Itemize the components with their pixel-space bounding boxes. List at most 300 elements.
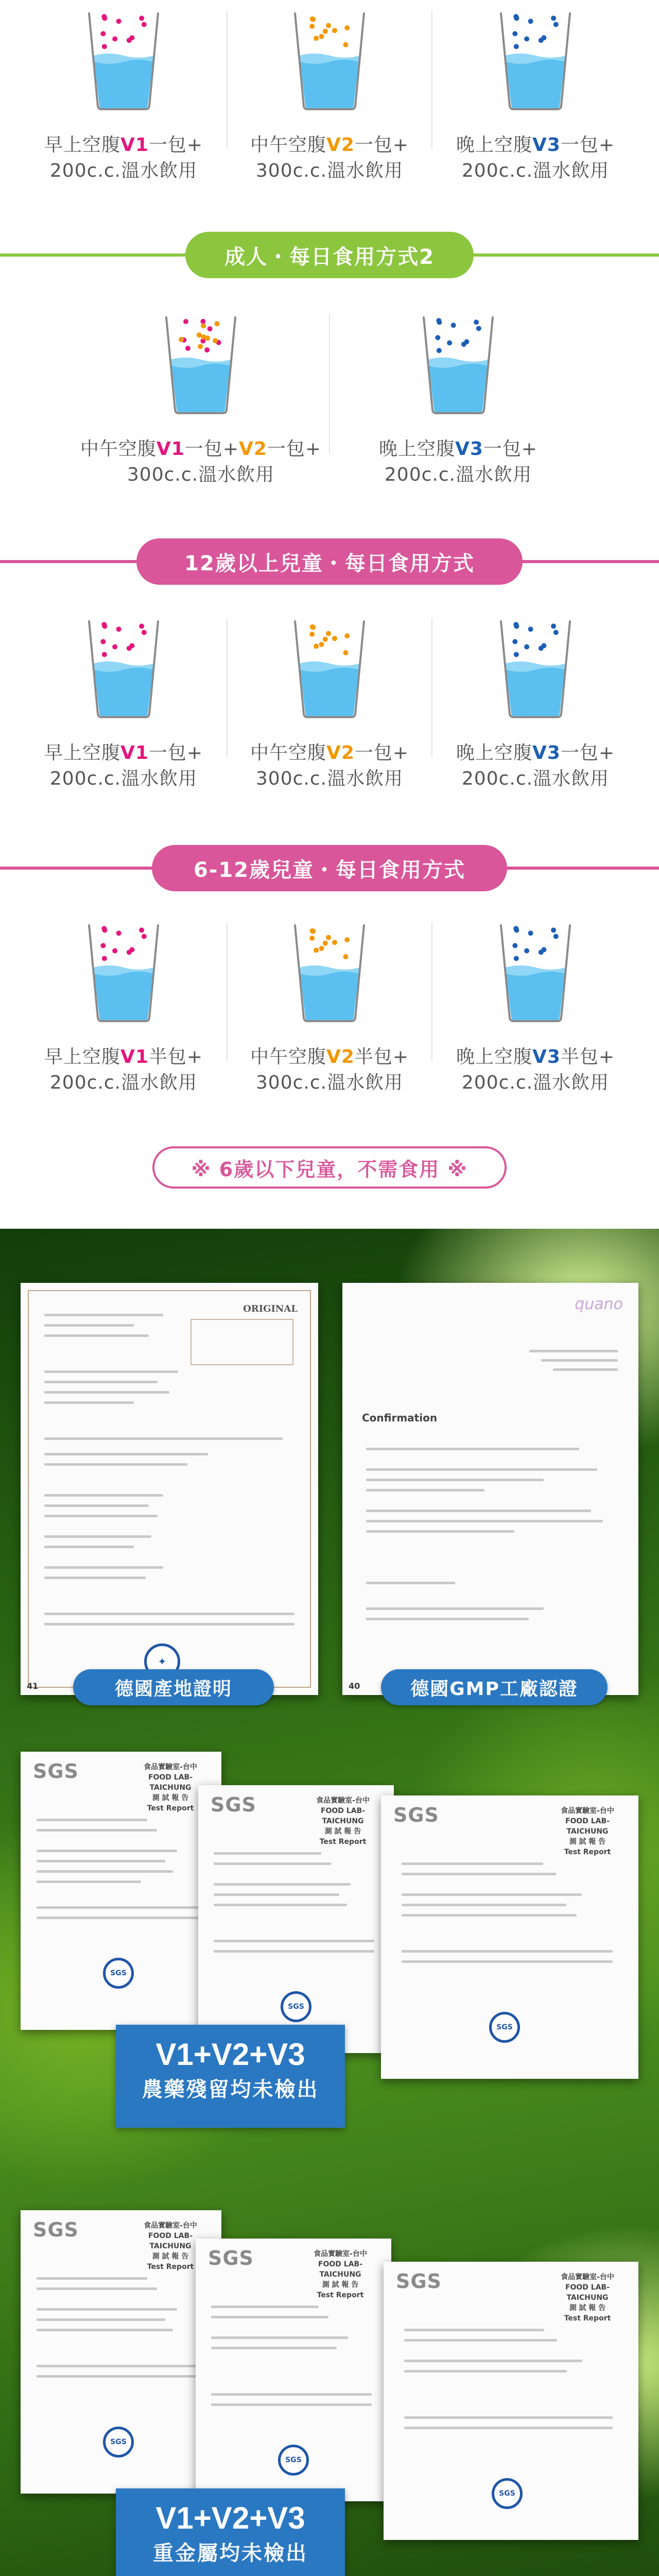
- doc-line: [37, 2318, 165, 2321]
- doc-line: [366, 1582, 455, 1584]
- report-title: 食品實驗室-台中 FOOD LAB-TAICHUNG 測 試 報 告 Test Report: [144, 2222, 197, 2271]
- usage-item-noon: [227, 0, 432, 184]
- doc-line: [37, 1850, 177, 1852]
- glass-pink-icon: [85, 10, 162, 111]
- doc-page-number: 41: [27, 1681, 39, 1691]
- powder-dot: [551, 623, 556, 629]
- powder-dot: [314, 36, 319, 41]
- powder-dot: [512, 639, 517, 644]
- caption-prefix: 早上空腹: [44, 1046, 120, 1067]
- doc-line: [44, 1370, 178, 1373]
- caption-code: V1: [120, 742, 149, 764]
- water-glass-svg: [497, 10, 574, 111]
- water-glass-svg: [291, 10, 368, 111]
- powder-dot: [102, 956, 107, 961]
- doc-line: [37, 2375, 201, 2378]
- doc-line: [44, 1314, 163, 1316]
- powder-dot: [116, 930, 122, 936]
- caption-water: 300c.c.溫水飲用: [255, 768, 404, 789]
- doc-line: [366, 1607, 544, 1610]
- powder-dot: [101, 14, 107, 19]
- doc-heading: Confirmation: [362, 1412, 438, 1424]
- powder-dot: [101, 622, 107, 627]
- origin-certificate-label: 德國產地證明: [73, 1669, 274, 1705]
- powder-dot: [309, 936, 315, 941]
- usage-item-morning: [21, 0, 227, 184]
- doc-badge: ORIGINAL: [243, 1303, 298, 1314]
- powder-dot: [183, 319, 188, 324]
- powder-dot: [112, 37, 117, 42]
- doc-line: [214, 1862, 331, 1865]
- caption-water: 200c.c.溫水飲用: [49, 768, 198, 789]
- caption-code: V1: [156, 438, 185, 460]
- powder-dot: [139, 623, 144, 629]
- doc-page-number: 40: [349, 1681, 360, 1691]
- usage-row-kids-12: [0, 608, 659, 792]
- water-glass-svg: [497, 618, 574, 719]
- doc-line: [44, 1577, 146, 1579]
- powder-dot: [204, 347, 210, 352]
- pesticide-result-box: [116, 2025, 345, 2128]
- caption-suffix: 一包+: [354, 134, 409, 156]
- powder-dot: [100, 31, 106, 36]
- doc-line: [214, 1950, 374, 1953]
- sgs-seal-icon: SGS: [281, 1991, 311, 2022]
- powder-dot: [343, 954, 348, 959]
- sgs-report-pesticide-1: [21, 1752, 221, 2030]
- powder-dot: [553, 934, 559, 939]
- water-glass-svg: [291, 922, 368, 1023]
- powder-dot: [514, 956, 519, 961]
- doc-line: [44, 1463, 187, 1466]
- doc-line: [37, 2277, 147, 2280]
- usage-item-noon: [227, 912, 432, 1096]
- sgs-report-metal-3: [384, 2262, 638, 2540]
- usage-caption: [456, 132, 615, 184]
- powder-dot: [553, 22, 559, 27]
- certificate-of-origin-image: [21, 1283, 318, 1695]
- powder-dot: [343, 42, 348, 47]
- doc-line: [214, 1852, 321, 1855]
- usage-item-night: [330, 304, 587, 488]
- doc-line: [404, 2339, 557, 2342]
- sgs-logo: SGS: [393, 1804, 439, 1826]
- powder-dot: [102, 652, 107, 657]
- powder-dot: [512, 943, 517, 948]
- report-title: 食品實驗室-台中 FOOD LAB-TAICHUNG 測 試 報 告 Test Report: [561, 1807, 614, 1856]
- usage-row-kids-6: [0, 912, 659, 1096]
- caption-prefix: 早上空腹: [44, 134, 120, 156]
- powder-dot: [309, 24, 315, 29]
- doc-line: [366, 1489, 484, 1492]
- sgs-seal-icon: SGS: [489, 2012, 520, 2043]
- column-divider: [431, 922, 432, 1061]
- caption-prefix: 中午空腹: [250, 134, 326, 156]
- powder-dot: [139, 927, 144, 933]
- caption-prefix: 晚上空腹: [456, 1046, 532, 1067]
- report-title: 食品實驗室-台中 FOOD LAB-TAICHUNG 測 試 報 告 Test Report: [316, 1797, 370, 1846]
- water-glass-svg: [85, 10, 162, 111]
- powder-dot: [116, 19, 122, 24]
- powder-dot: [513, 14, 518, 19]
- doc-line: [44, 1613, 294, 1615]
- doc-line: [404, 2427, 613, 2429]
- usage-item-morning: [21, 912, 227, 1096]
- usage-caption: [44, 1044, 203, 1096]
- sgs-seal-icon: SGS: [103, 2427, 134, 2458]
- certificate-section: [0, 1229, 659, 2576]
- caption-code: V1: [120, 134, 149, 156]
- caption-water: 200c.c.溫水飲用: [49, 160, 198, 181]
- heavy-metal-result-box: [116, 2488, 345, 2576]
- usage-item-night: [432, 912, 638, 1096]
- doc-line: [44, 1535, 151, 1538]
- powder-dot: [332, 636, 337, 641]
- powder-dot: [332, 28, 337, 33]
- powder-dot: [129, 947, 134, 952]
- powder-dot: [323, 29, 328, 34]
- caption-suffix: 一包+: [354, 742, 409, 764]
- doc-line: [44, 1566, 163, 1569]
- sgs-logo: SGS: [211, 1793, 256, 1816]
- water-glass-svg: [420, 314, 497, 415]
- banner-title: 6-12歲兒童・每日食用方式: [152, 845, 507, 891]
- doc-line: [44, 1504, 148, 1507]
- doc-line: [44, 1334, 148, 1337]
- powder-dot: [476, 326, 481, 331]
- powder-dot: [326, 631, 331, 636]
- report-title: 食品實驗室-台中 FOOD LAB-TAICHUNG 測 試 報 告 Test Report: [314, 2250, 367, 2299]
- usage-item-noon: [227, 608, 432, 792]
- powder-dot: [524, 645, 529, 650]
- usage-caption: [456, 1044, 615, 1096]
- caption-prefix: 中午空腹: [250, 1046, 326, 1067]
- doc-line: [37, 1917, 201, 1919]
- doc-line: [214, 1883, 351, 1886]
- powder-dot: [343, 650, 348, 655]
- doc-line: [553, 1368, 618, 1371]
- powder-dot: [551, 927, 556, 933]
- caption-prefix: 晚上空腹: [456, 134, 532, 156]
- caption-code: V3: [455, 438, 483, 460]
- caption-prefix: 中午空腹: [80, 438, 157, 460]
- powder-dot: [344, 937, 350, 942]
- caption-code: V2: [239, 438, 267, 460]
- usage-item-night: [432, 608, 638, 792]
- usage-caption: [456, 740, 615, 792]
- doc-line: [44, 1437, 282, 1440]
- column-divider: [431, 618, 432, 757]
- sgs-logo: SGS: [208, 2247, 254, 2269]
- powder-dot: [541, 947, 546, 952]
- doc-block: [190, 1319, 293, 1365]
- caption-water: 200c.c.溫水飲用: [49, 1072, 198, 1093]
- caption-water: 300c.c.溫水飲用: [127, 464, 275, 485]
- caption-suffix: 一包+: [148, 134, 203, 156]
- doc-line: [211, 2403, 372, 2406]
- banner-kids-6-12: [0, 845, 659, 891]
- powder-dot: [447, 341, 452, 346]
- doc-line: [404, 2360, 583, 2362]
- powder-dot: [528, 626, 533, 632]
- powder-dot: [142, 630, 147, 635]
- powder-dot: [541, 35, 546, 40]
- usage-item-morning: [21, 608, 227, 792]
- banner-title: 12歲以上兒童・每日食用方式: [136, 538, 523, 585]
- powder-dot: [102, 44, 107, 49]
- caption-code: V3: [532, 134, 561, 156]
- doc-line: [529, 1350, 618, 1352]
- caption-code: V3: [532, 1046, 561, 1067]
- doc-line: [214, 1893, 339, 1896]
- caption-prefix: 中午空腹: [250, 742, 326, 764]
- caption-suffix: 半包+: [354, 1046, 409, 1067]
- doc-line: [37, 1829, 157, 1832]
- sgs-report-pesticide-3: [381, 1795, 638, 2079]
- report-title: 食品實驗室-台中 FOOD LAB-TAICHUNG 測 試 報 告 Test Report: [561, 2273, 614, 2323]
- powder-dot: [213, 338, 218, 343]
- doc-line: [37, 1870, 173, 1873]
- caption-suffix: 一包+: [267, 438, 322, 460]
- powder-dot: [319, 946, 324, 951]
- doc-line: [541, 1359, 618, 1362]
- usage-caption: [44, 132, 203, 184]
- powder-dot: [323, 637, 328, 642]
- usage-caption: [250, 132, 409, 184]
- powder-dot: [513, 926, 518, 931]
- powder-dot: [541, 643, 546, 648]
- powder-dot: [344, 25, 350, 30]
- doc-line: [366, 1479, 544, 1481]
- doc-line: [44, 1546, 133, 1548]
- powder-dot: [323, 941, 328, 946]
- powder-dot: [451, 323, 456, 328]
- powder-dot: [112, 645, 117, 650]
- caption-suffix: 半包+: [148, 1046, 203, 1067]
- glass-blue-icon: [420, 314, 497, 415]
- doc-line: [402, 1862, 543, 1865]
- powder-dot: [437, 348, 442, 353]
- gmp-certificate-image: [342, 1283, 638, 1695]
- doc-line: [37, 1819, 147, 1821]
- doc-line: [404, 2370, 567, 2372]
- caption-code: V2: [326, 742, 355, 764]
- powder-dot: [198, 344, 203, 349]
- usage-row-adult-2: [0, 304, 659, 488]
- powder-dot: [100, 639, 106, 644]
- powder-dot: [512, 31, 517, 36]
- powder-dot: [528, 930, 533, 936]
- quano-logo: quano: [575, 1295, 623, 1313]
- note-under-6: ※ 6歲以下兒童，不需食用 ※: [152, 1146, 507, 1189]
- doc-line: [402, 1893, 582, 1896]
- caption-suffix: 一包+: [560, 742, 615, 764]
- powder-dot: [207, 326, 213, 331]
- doc-line: [404, 2416, 613, 2419]
- powder-dot: [514, 44, 519, 49]
- caption-suffix: 一包+: [148, 742, 203, 764]
- powder-dot: [116, 626, 122, 632]
- doc-line: [211, 2347, 336, 2349]
- doc-line: [44, 1494, 163, 1497]
- powder-dot: [513, 622, 518, 627]
- sgs-seal-icon: SGS: [492, 2478, 523, 2509]
- water-glass-svg: [85, 922, 162, 1023]
- doc-line: [366, 1510, 591, 1512]
- glass-pink-icon: [85, 618, 162, 719]
- caption-water: 200c.c.溫水飲用: [461, 160, 610, 181]
- caption-water: 200c.c.溫水飲用: [461, 1072, 610, 1093]
- doc-line: [402, 1960, 613, 1963]
- doc-line: [44, 1324, 133, 1327]
- powder-dot: [310, 17, 316, 22]
- caption-code: V2: [326, 1046, 355, 1067]
- usage-caption: [80, 436, 321, 488]
- powder-dot: [139, 15, 144, 21]
- powder-dot: [215, 321, 220, 326]
- doc-line: [37, 2287, 157, 2290]
- powder-dot: [112, 948, 117, 954]
- doc-line: [37, 2365, 201, 2367]
- powder-dot: [200, 319, 205, 324]
- result-products: V1+V2+V3: [155, 2037, 305, 2072]
- result-statement: 重金屬均未檢出: [153, 2541, 308, 2565]
- usage-caption: [250, 740, 409, 792]
- doc-line: [402, 1950, 613, 1953]
- powder-dot: [142, 934, 147, 939]
- doc-line: [402, 1904, 566, 1906]
- column-divider: [227, 10, 228, 149]
- powder-dot: [474, 319, 479, 325]
- water-glass-svg: [162, 314, 239, 415]
- doc-line: [211, 2316, 328, 2318]
- powder-dot: [185, 346, 190, 351]
- seal-stamp-icon: ✦: [144, 1643, 180, 1680]
- water-glass-svg: [85, 618, 162, 719]
- doc-line: [366, 1520, 603, 1522]
- doc-line: [44, 1381, 158, 1383]
- caption-prefix: 晚上空腹: [378, 438, 455, 460]
- doc-line: [211, 2306, 319, 2308]
- glass-pink-icon: [85, 922, 162, 1023]
- powder-dot: [514, 652, 519, 657]
- glass-blue-icon: [497, 10, 574, 111]
- caption-code: V1: [120, 1046, 149, 1067]
- powder-dot: [101, 926, 107, 931]
- powder-dot: [201, 324, 206, 329]
- powder-dot: [326, 23, 331, 28]
- doc-line: [44, 1453, 208, 1455]
- usage-caption: [250, 1044, 409, 1096]
- result-products: V1+V2+V3: [155, 2501, 305, 2535]
- sgs-seal-icon: SGS: [103, 1958, 134, 1989]
- doc-line: [211, 2336, 348, 2339]
- glass-blue-icon: [497, 618, 574, 719]
- doc-line: [402, 1873, 556, 1875]
- gmp-certificate-label: 德國GMP工廠認證: [381, 1669, 608, 1705]
- powder-dot: [205, 335, 210, 341]
- doc-line: [402, 1914, 577, 1917]
- powder-dot: [314, 643, 319, 649]
- sgs-report-metal-2: [196, 2239, 391, 2501]
- doc-line: [214, 1940, 374, 1942]
- powder-dot: [310, 929, 316, 934]
- glass-mixed-icon: [162, 314, 239, 415]
- powder-dot: [435, 335, 440, 340]
- result-statement: 農藥殘留均未檢出: [142, 2078, 319, 2102]
- banner-title: 成人・每日食用方式2: [185, 232, 474, 278]
- doc-line: [366, 1530, 514, 1533]
- water-glass-svg: [291, 618, 368, 719]
- powder-dot: [129, 643, 134, 648]
- caption-water: 300c.c.溫水飲用: [255, 1072, 404, 1093]
- powder-dot: [142, 22, 147, 27]
- doc-line: [366, 1618, 529, 1620]
- usage-row-adult-1: [0, 0, 659, 184]
- powder-dot: [524, 948, 529, 954]
- sgs-logo: SGS: [33, 1760, 79, 1783]
- usage-item-night: [432, 0, 638, 184]
- caption-prefix: 早上空腹: [44, 742, 120, 764]
- caption-water: 200c.c.溫水飲用: [461, 768, 610, 789]
- caption-suffix: 半包+: [560, 1046, 615, 1067]
- doc-line: [366, 1448, 579, 1450]
- glass-orange-icon: [291, 10, 368, 111]
- powder-dot: [332, 940, 337, 945]
- powder-dot: [553, 630, 559, 635]
- column-divider: [329, 314, 330, 453]
- doc-line: [366, 1468, 597, 1471]
- column-divider: [227, 618, 228, 757]
- doc-line: [211, 2393, 372, 2396]
- usage-caption: [44, 740, 203, 792]
- caption-code: V2: [326, 134, 355, 156]
- column-divider: [227, 922, 228, 1061]
- caption-code: V3: [532, 742, 561, 764]
- sgs-report-metal-1: [21, 2210, 221, 2494]
- doc-line: [37, 1906, 201, 1909]
- powder-dot: [309, 632, 315, 637]
- powder-dot: [551, 15, 556, 21]
- powder-dot: [100, 943, 106, 948]
- powder-dot: [326, 935, 331, 940]
- doc-line: [44, 1623, 294, 1625]
- doc-line: [37, 1860, 165, 1862]
- report-title: 食品實驗室-台中 FOOD LAB-TAICHUNG 測 試 報 告 Test Report: [144, 1763, 197, 1812]
- sgs-report-pesticide-2: [198, 1785, 394, 2053]
- usage-caption: [379, 436, 537, 488]
- powder-dot: [197, 332, 202, 337]
- column-divider: [431, 10, 432, 149]
- doc-line: [44, 1515, 158, 1517]
- caption-water: 300c.c.溫水飲用: [255, 160, 404, 181]
- usage-item-noon-combined: [72, 304, 330, 488]
- glass-orange-icon: [291, 618, 368, 719]
- powder-dot: [344, 633, 350, 638]
- doc-line: [404, 2329, 544, 2331]
- powder-dot: [524, 37, 529, 42]
- banner-kids-12-plus: [0, 538, 659, 585]
- sgs-seal-icon: SGS: [278, 2445, 309, 2476]
- powder-dot: [464, 339, 469, 344]
- caption-suffix: 一包+: [483, 438, 538, 460]
- powder-dot: [319, 34, 324, 39]
- glass-orange-icon: [291, 922, 368, 1023]
- doc-line: [44, 1391, 169, 1394]
- powder-dot: [179, 337, 184, 342]
- caption-mid: 一包+: [184, 438, 239, 460]
- doc-line: [37, 1880, 141, 1883]
